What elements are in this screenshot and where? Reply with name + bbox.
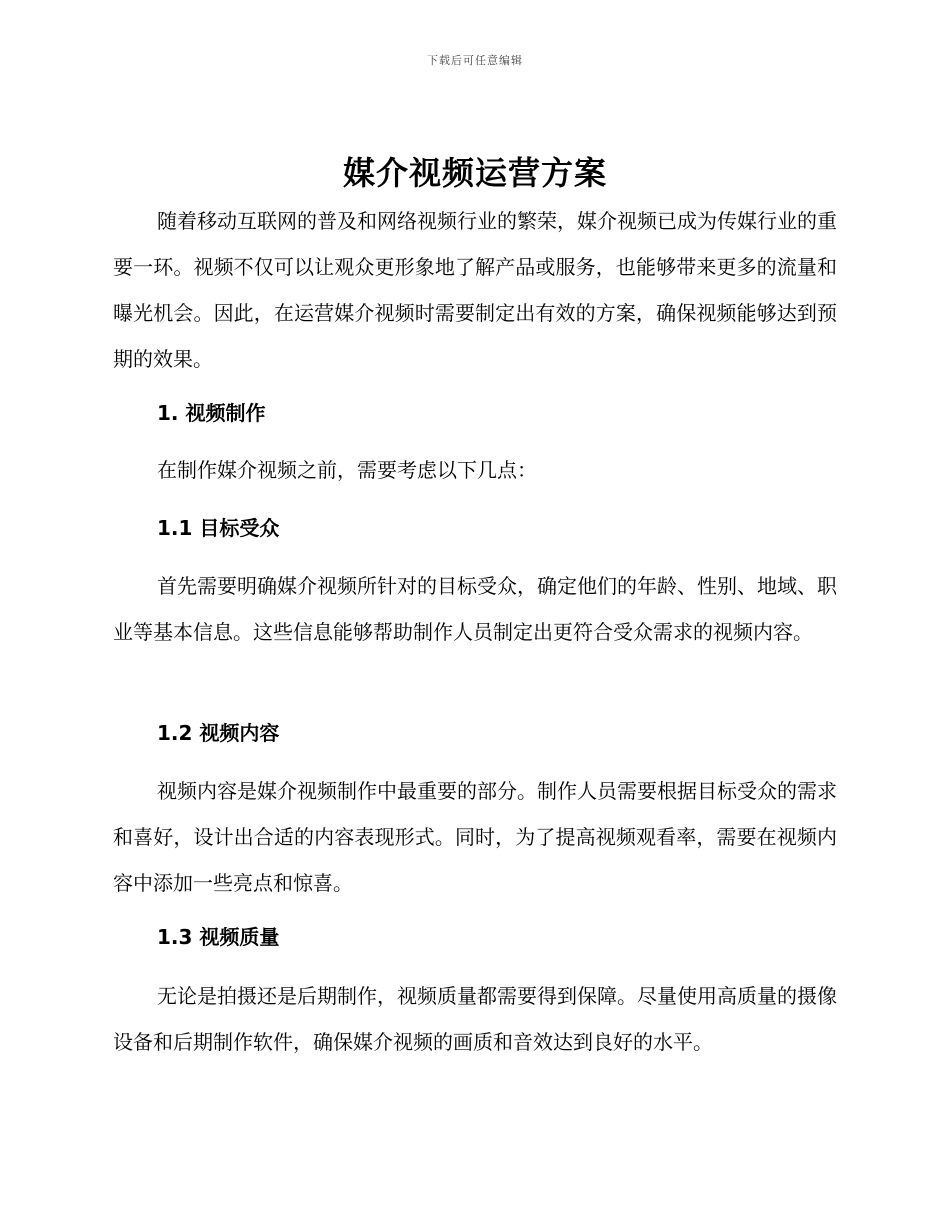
section-1-lead: 在制作媒介视频之前，需要考虑以下几点： (157, 458, 537, 482)
section-1-1-body: 首先需要明确媒介视频所针对的目标受众，确定他们的年龄、性别、地域、职业等基本信息。这些信息能够帮助制作人员制定出更符合受众需求的视频内容。 (113, 574, 837, 644)
section-1-2-heading: 1.2 视频内容 (157, 721, 280, 745)
section-1-3-body: 无论是拍摄还是后期制作，视频质量都需要得到保障。尽量使用高质量的摄像设备和后期制作软件，确保媒介视频的画质和音效达到良好的水平。 (113, 984, 837, 1054)
intro-paragraph: 随着移动互联网的普及和网络视频行业的繁荣，媒介视频已成为传媒行业的重要一环。视频不仅可以让观众更形象地了解产品或服务，也能够带来更多的流量和曝光机会。因此，在运营媒介视频时需要制定出有效的方案，确保视频能够达到预期的效果。 (113, 209, 837, 371)
section-1-1-heading: 1.1 目标受众 (157, 516, 280, 540)
document-title: 媒介视频运营方案 (342, 154, 607, 192)
page-header: 下载后可任意编辑 (427, 54, 523, 67)
section-1-2-body: 视频内容是媒介视频制作中最重要的部分。制作人员需要根据目标受众的需求和喜好，设计出合适的内容表现形式。同时，为了提高视频观看率，需要在视频内容中添加一些亮点和惊喜。 (113, 779, 837, 895)
section-1-3-heading: 1.3 视频质量 (157, 925, 280, 949)
section-1-heading: 1. 视频制作 (157, 401, 266, 425)
